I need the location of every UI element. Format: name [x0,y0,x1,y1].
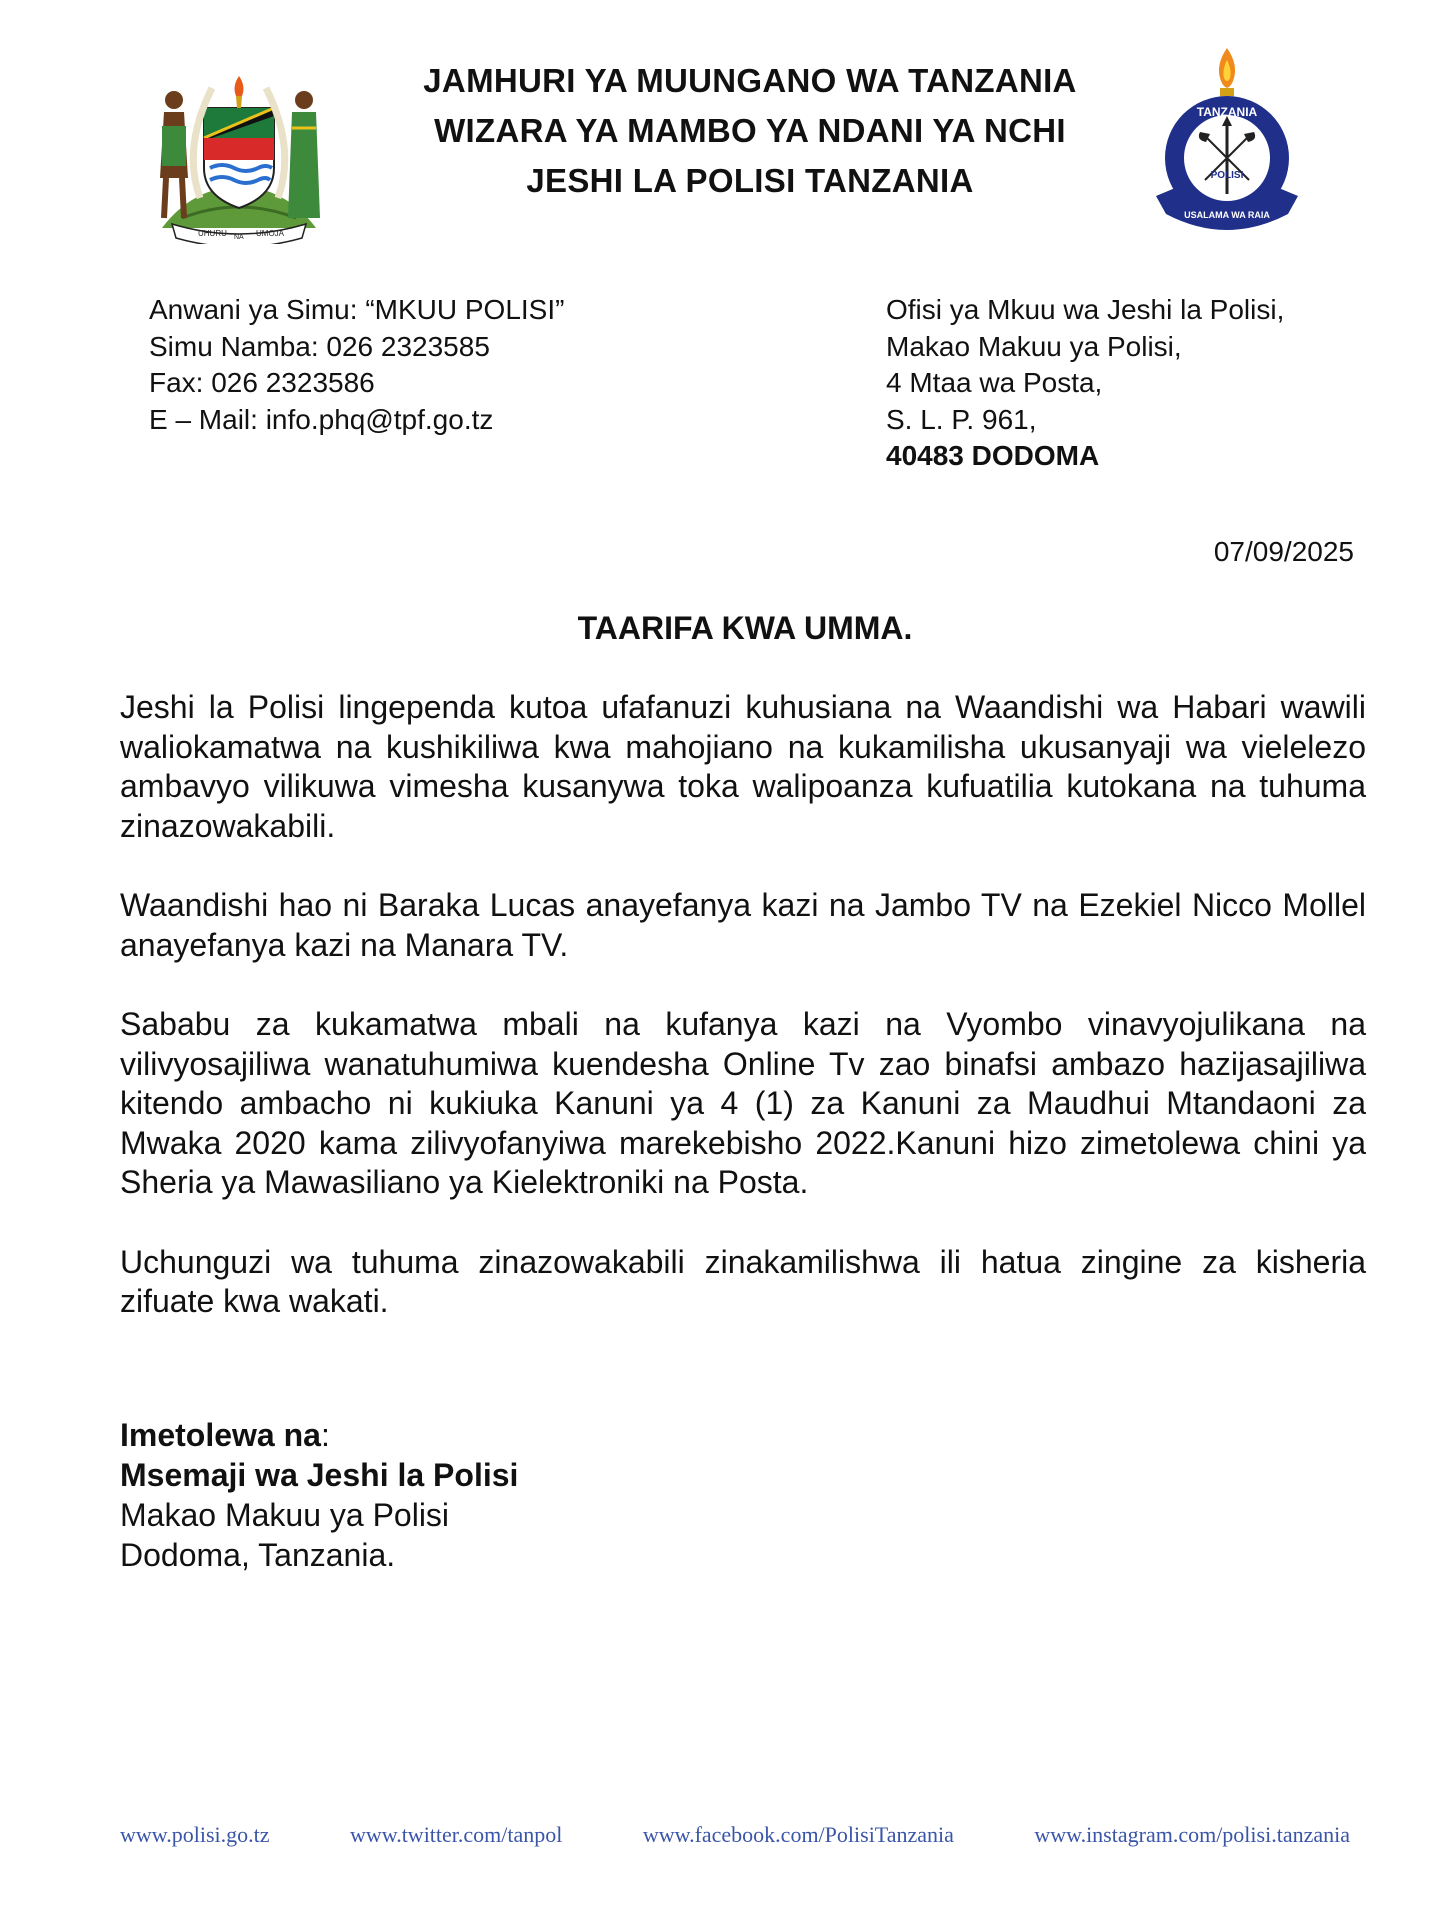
signature-office: Makao Makuu ya Polisi [120,1497,450,1533]
address-line-hq: Makao Makuu ya Polisi, [886,330,1182,362]
signature-block [120,1415,820,1575]
paragraph: Uchunguzi wa tuhuma zinazowakabili zinakamilishwa ili hatua zingine za kisheria zifuate kwa wakati. [120,1243,1366,1319]
twitter-link[interactable]: www.twitter.com/tanpol [349,1822,563,1847]
issued-by-colon: : [320,1417,330,1453]
website-link[interactable]: www.polisi.go.tz [120,1822,270,1847]
footer-links [120,1822,1350,1848]
letterhead-title [360,56,1140,206]
svg-text:TANZANIA: TANZANIA [1196,105,1258,119]
paragraph: Jeshi la Polisi lingependa kutoa ufafanuzi kuhusiana na Waandishi wa Habari wawili waliokamatwa na kushikiliwa kwa mahojiano na kukamilisha ukusanyaji wa vielelezo ambavyo vilikuwa vimesha kusanywa toka walipoanza kufuatilia kutokana na tuhuma zinazowakabili. [120,689,1366,844]
svg-text:UMOJA: UMOJA [256,229,284,238]
issued-by-label: Imetolewa na [120,1417,321,1453]
telegraph-address: Anwani ya Simu: “MKUU POLISI” [149,294,565,325]
address-line-po-box: S. L. P. 961, [886,403,1037,435]
header-line-republic: JAMHURI YA MUUNGANO WA TANZANIA [423,62,1077,99]
address-line-city: 40483 DODOMA [886,440,1100,471]
issued-by-line [120,1415,820,1455]
address-line-office: Ofisi ya Mkuu wa Jeshi la Polisi, [886,294,1285,325]
fax-number: Fax: 026 2323586 [149,367,375,398]
document-date: 07/09/2025 [1213,536,1354,567]
spokesperson-role: Msemaji wa Jeshi la Polisi [120,1457,519,1493]
svg-text:USALAMA WA RAIA: USALAMA WA RAIA [1184,210,1270,220]
signature-location: Dodoma, Tanzania. [120,1537,396,1573]
facebook-link[interactable]: www.facebook.com/PolisiTanzania [642,1822,954,1847]
header-line-police: JESHI LA POLISI TANZANIA [526,162,974,199]
coat-of-arms-icon [152,68,326,244]
postal-address [886,292,1366,475]
header-line-ministry: WIZARA YA MAMBO YA NDANI YA NCHI [434,112,1066,149]
instagram-link[interactable]: www.instagram.com/polisi.tanzania [1034,1822,1350,1847]
paragraph: Sababu za kukamatwa mbali na kufanya kazi na Vyombo vinavyojulikana na vilivyosajiliwa wanatuhumiwa kuendesha Online Tv zao binafsi ambazo hazijasajiliwa kitendo ambacho ni kukiuka Kanuni ya 4 (1) za Kanuni za Maudhui Mtandaoni za Mwaka 2020 kama zilivyofanyiwa marekebisho 2022.Kanuni hizo zimetolewa chini ya Sheria ya Mawasiliano ya Kielektroniki na Posta. [120,1006,1366,1200]
document-title: TAARIFA KWA UMMA. [577,610,913,646]
svg-text:POLISI: POLISI [1210,170,1244,181]
address-line-street: 4 Mtaa wa Posta, [886,367,1103,398]
contact-details [149,292,669,438]
email-address: E – Mail: info.phq@tpf.go.tz [149,403,494,435]
svg-text:NA: NA [234,234,244,241]
paragraph: Waandishi hao ni Baraka Lucas anayefanya kazi na Jambo TV na Ezekiel Nicco Mollel anayefanya kazi na Manara TV. [120,887,1366,963]
police-emblem-icon [1150,46,1304,232]
phone-number: Simu Namba: 026 2323585 [149,330,490,362]
svg-text:UHURU: UHURU [198,229,227,238]
statement-body [120,688,1366,1362]
